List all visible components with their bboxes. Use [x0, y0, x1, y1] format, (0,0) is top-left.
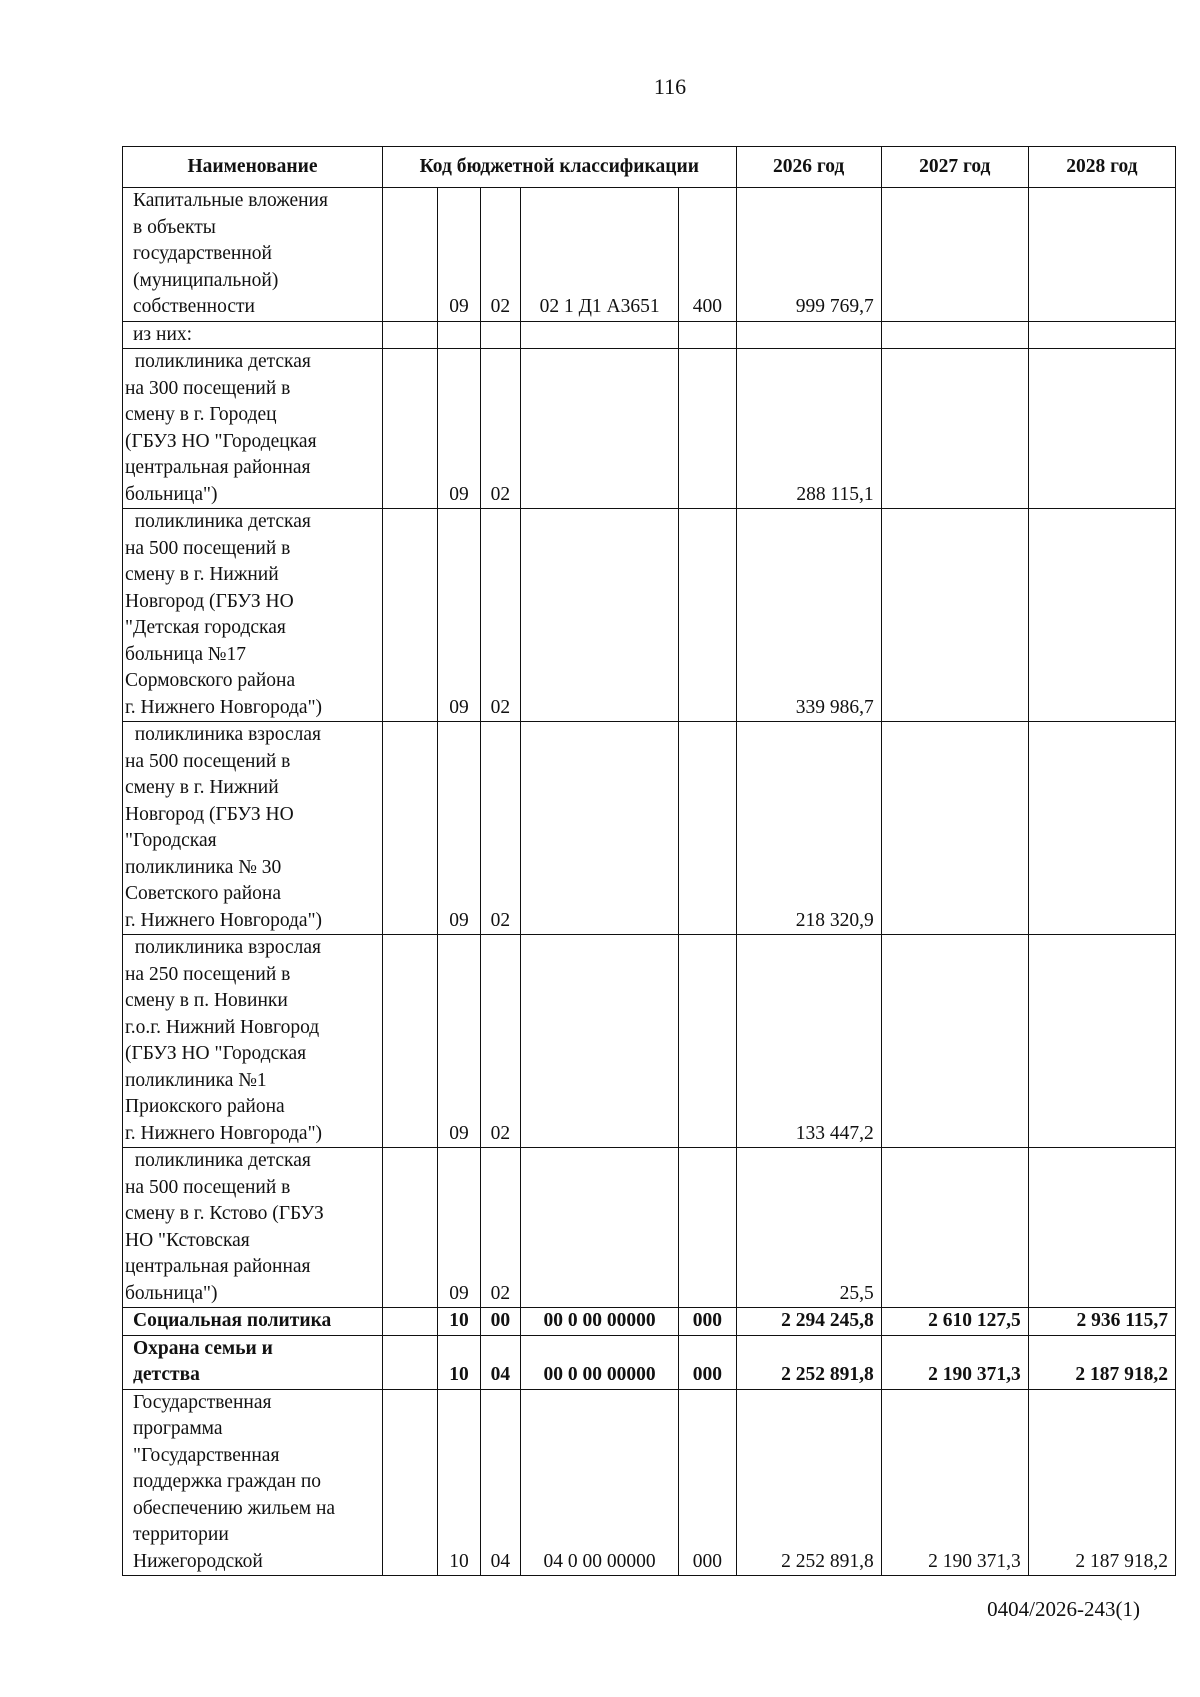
cell-expense-type — [679, 722, 736, 935]
cell-target-article — [520, 935, 678, 1148]
cell-2027 — [881, 935, 1028, 1148]
row-name-line: программа — [133, 1418, 223, 1439]
header-name: Наименование — [123, 147, 383, 188]
row-name-line: "Детская городская — [125, 617, 286, 638]
row-name-line: территории — [133, 1524, 229, 1545]
cell-2027 — [881, 349, 1028, 509]
cell-subsection: 02 — [480, 722, 520, 935]
row-name-line: на 250 посещений в — [125, 963, 291, 985]
cell-2026: 2 252 891,8 — [736, 1389, 881, 1576]
row-name-line: поликлиника детская — [125, 511, 311, 532]
cell-section: 09 — [438, 935, 480, 1148]
table-row — [123, 349, 1176, 509]
cell-2026: 999 769,7 — [736, 188, 881, 322]
row-name — [123, 1335, 383, 1389]
row-name — [123, 935, 383, 1148]
cell-2028: 2 187 918,2 — [1028, 1335, 1175, 1389]
row-name-line: обеспечению жильем на — [133, 1497, 336, 1519]
cell-target-article — [520, 722, 678, 935]
row-name-line: г. Нижнего Новгорода") — [125, 696, 323, 718]
cell-2026: 288 115,1 — [736, 349, 881, 509]
table-row — [123, 722, 1176, 935]
row-name — [123, 1148, 383, 1308]
row-name-line: на 300 посещений в — [125, 377, 291, 399]
cell-2026: 2 252 891,8 — [736, 1335, 881, 1389]
cell-section: 10 — [438, 1308, 480, 1336]
cell-2028 — [1028, 321, 1175, 349]
cell-target-article — [520, 1148, 678, 1308]
row-name-line: г.о.г. Нижний Новгород — [125, 1016, 320, 1038]
cell-subsection: 00 — [480, 1308, 520, 1336]
document-code: 0404/2026-243(1) — [987, 1597, 1140, 1621]
cell-target-article — [520, 349, 678, 509]
cell-2028 — [1028, 935, 1175, 1148]
row-name — [123, 1308, 383, 1336]
cell-subsection: 02 — [480, 349, 520, 509]
cell-target-article: 00 0 00 00000 — [520, 1308, 678, 1336]
row-name-line: в объекты — [133, 216, 216, 238]
row-name-line: из них: — [133, 323, 193, 345]
table-row — [123, 509, 1176, 722]
cell-section: 09 — [438, 188, 480, 322]
row-name-line: поддержка граждан по — [133, 1471, 322, 1492]
cell-2027: 2 190 371,3 — [881, 1335, 1028, 1389]
cell-ministry — [382, 509, 437, 722]
row-name-line: на 500 посещений в — [125, 537, 291, 559]
row-name-line: смену в г. Нижний — [125, 564, 279, 585]
cell-2028 — [1028, 349, 1175, 509]
cell-2027 — [881, 321, 1028, 349]
row-name-line: смену в г. Нижний — [125, 777, 279, 798]
row-name-line: центральная районная — [125, 1256, 311, 1277]
cell-subsection: 02 — [480, 509, 520, 722]
cell-section — [438, 321, 480, 349]
cell-target-article: 04 0 00 00000 — [520, 1389, 678, 1576]
cell-subsection: 02 — [480, 1148, 520, 1308]
cell-expense-type: 000 — [679, 1335, 736, 1389]
table-row — [123, 1148, 1176, 1308]
row-name-line: больница") — [125, 483, 218, 505]
budget-table — [122, 146, 1176, 1576]
row-name — [123, 1389, 383, 1576]
row-name-line: смену в г. Кстово (ГБУЗ — [125, 1203, 324, 1224]
table-row — [123, 1308, 1176, 1336]
cell-expense-type — [679, 509, 736, 722]
row-name-line: Новгород (ГБУЗ НО — [125, 803, 294, 825]
cell-expense-type — [679, 935, 736, 1148]
row-name-line: г. Нижнего Новгорода") — [125, 909, 323, 931]
row-name-line: поликлиника взрослая — [125, 937, 321, 958]
cell-section: 09 — [438, 722, 480, 935]
cell-expense-type — [679, 1148, 736, 1308]
row-name-line: "Государственная — [133, 1444, 280, 1466]
row-name — [123, 722, 383, 935]
cell-expense-type: 000 — [679, 1389, 736, 1576]
row-name-line: на 500 посещений в — [125, 1176, 291, 1198]
row-name — [123, 188, 383, 322]
cell-section: 09 — [438, 1148, 480, 1308]
table-row — [123, 935, 1176, 1148]
row-name-line: детства — [133, 1364, 200, 1385]
cell-ministry — [382, 1308, 437, 1336]
row-name-line: Новгород (ГБУЗ НО — [125, 590, 294, 612]
row-name-line: Охрана семьи и — [133, 1337, 273, 1359]
header-2026: 2026 год — [736, 147, 881, 188]
cell-section: 09 — [438, 509, 480, 722]
row-name-line: Социальная политика — [133, 1310, 332, 1331]
cell-ministry — [382, 1389, 437, 1576]
cell-2026: 25,5 — [736, 1148, 881, 1308]
cell-subsection: 02 — [480, 188, 520, 322]
row-name-line: поликлиника №1 — [125, 1069, 267, 1091]
cell-2027 — [881, 509, 1028, 722]
row-name — [123, 349, 383, 509]
cell-ministry — [382, 321, 437, 349]
row-name-line: (муниципальной) — [133, 269, 279, 291]
row-name-line: (ГБУЗ НО "Городецкая — [125, 430, 317, 452]
row-name-line: больница") — [125, 1282, 218, 1304]
cell-target-article — [520, 509, 678, 722]
row-name-line: смену в г. Городец — [125, 404, 277, 425]
cell-ministry — [382, 722, 437, 935]
row-name-line: Нижегородской — [133, 1550, 263, 1572]
table-body — [123, 188, 1176, 1576]
row-name-line: Советского района — [125, 883, 281, 904]
cell-ministry — [382, 1335, 437, 1389]
cell-subsection: 04 — [480, 1335, 520, 1389]
cell-2027: 2 610 127,5 — [881, 1308, 1028, 1336]
cell-ministry — [382, 188, 437, 322]
cell-2026: 218 320,9 — [736, 722, 881, 935]
cell-target-article: 02 1 Д1 А3651 — [520, 188, 678, 322]
cell-expense-type — [679, 321, 736, 349]
cell-subsection: 02 — [480, 935, 520, 1148]
row-name-line: собственности — [133, 296, 255, 317]
row-name-line: поликлиника детская — [125, 1150, 311, 1171]
table-row — [123, 1335, 1176, 1389]
row-name-line: поликлиника взрослая — [125, 724, 321, 745]
row-name-line: поликлиника детская — [125, 351, 311, 372]
row-name — [123, 321, 383, 349]
cell-2026: 133 447,2 — [736, 935, 881, 1148]
table-row — [123, 1389, 1176, 1576]
cell-2026: 339 986,7 — [736, 509, 881, 722]
row-name-line: на 500 посещений в — [125, 750, 291, 772]
row-name-line: г. Нижнего Новгорода") — [125, 1122, 323, 1144]
cell-section: 09 — [438, 349, 480, 509]
cell-2028 — [1028, 509, 1175, 722]
cell-2026 — [736, 321, 881, 349]
cell-2026: 2 294 245,8 — [736, 1308, 881, 1336]
row-name-line: Приокского района — [125, 1096, 285, 1117]
cell-section: 10 — [438, 1389, 480, 1576]
cell-2028: 2 187 918,2 — [1028, 1389, 1175, 1576]
row-name-line: больница №17 — [125, 643, 246, 665]
row-name-line: смену в п. Новинки — [125, 990, 288, 1011]
cell-section: 10 — [438, 1335, 480, 1389]
cell-subsection: 04 — [480, 1389, 520, 1576]
table-row — [123, 188, 1176, 322]
cell-ministry — [382, 349, 437, 509]
row-name-line: Капитальные вложения — [133, 190, 328, 211]
row-name-line: НО "Кстовская — [125, 1229, 250, 1251]
cell-target-article — [520, 321, 678, 349]
cell-2027 — [881, 188, 1028, 322]
cell-2027 — [881, 722, 1028, 935]
header-2028: 2028 год — [1028, 147, 1175, 188]
cell-2028 — [1028, 1148, 1175, 1308]
table-header-row — [123, 147, 1176, 188]
row-name — [123, 509, 383, 722]
header-2027: 2027 год — [881, 147, 1028, 188]
cell-expense-type: 400 — [679, 188, 736, 322]
cell-2027: 2 190 371,3 — [881, 1389, 1028, 1576]
cell-2028 — [1028, 188, 1175, 322]
page-number: 116 — [653, 74, 687, 99]
cell-2028: 2 936 115,7 — [1028, 1308, 1175, 1336]
cell-subsection — [480, 321, 520, 349]
row-name-line: "Городская — [125, 830, 217, 851]
cell-2027 — [881, 1148, 1028, 1308]
cell-expense-type: 000 — [679, 1308, 736, 1336]
cell-ministry — [382, 1148, 437, 1308]
cell-target-article: 00 0 00 00000 — [520, 1335, 678, 1389]
row-name-line: Сормовского района — [125, 670, 296, 691]
row-name-line: поликлиника № 30 — [125, 856, 282, 878]
row-name-line: центральная районная — [125, 457, 311, 478]
row-name-line: государственной — [133, 243, 272, 264]
cell-ministry — [382, 935, 437, 1148]
row-name-line: Государственная — [133, 1391, 272, 1413]
row-name-line: (ГБУЗ НО "Городская — [125, 1043, 307, 1064]
table-row — [123, 321, 1176, 349]
cell-expense-type — [679, 349, 736, 509]
header-budget-code: Код бюджетной классификации — [382, 147, 736, 188]
cell-2028 — [1028, 722, 1175, 935]
